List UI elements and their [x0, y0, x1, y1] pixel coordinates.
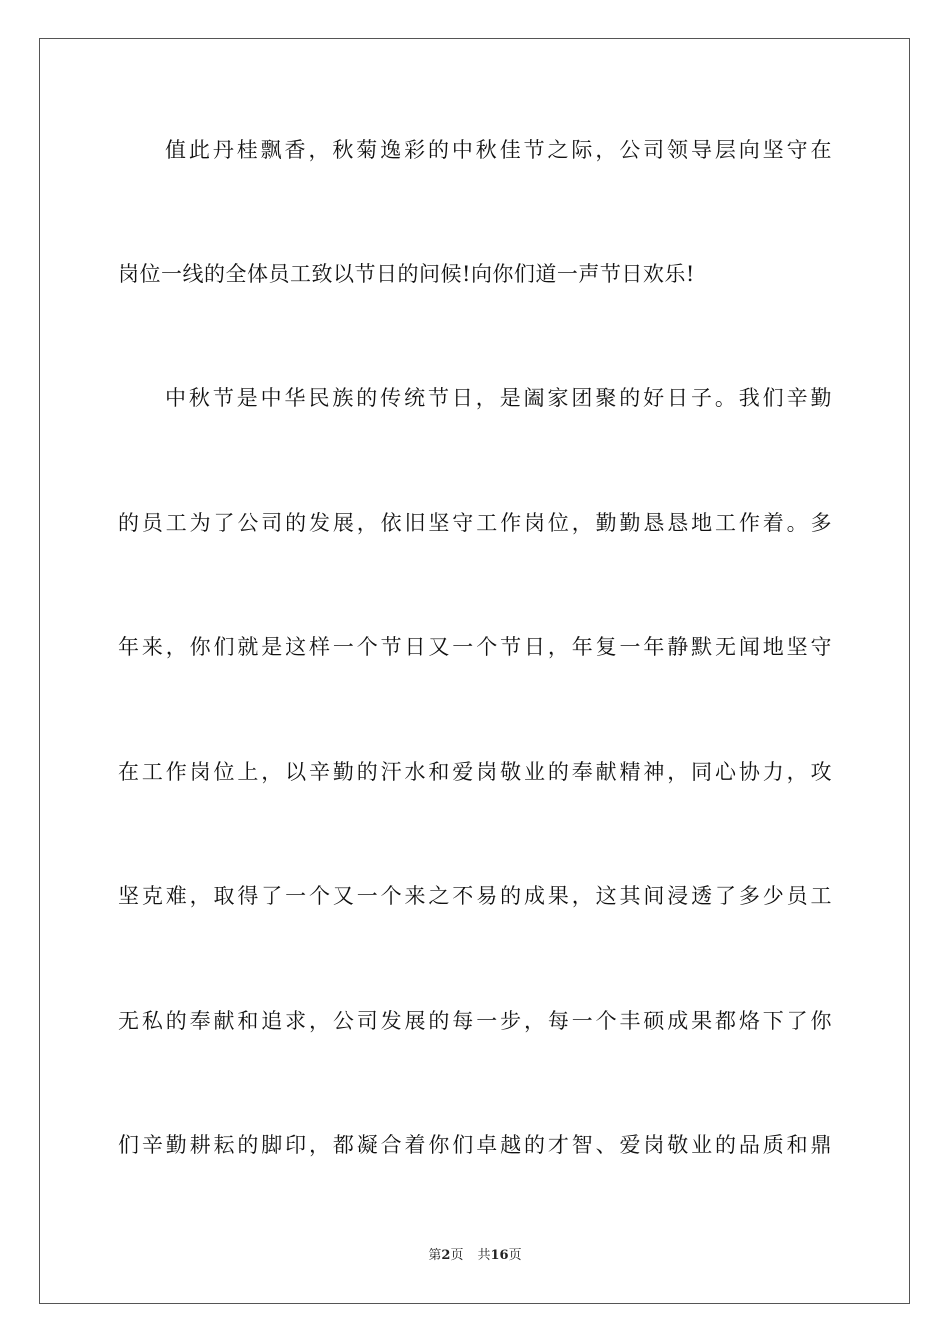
paragraph-1-line-1: 值此丹桂飘香，秋菊逸彩的中秋佳节之际，公司领导层向坚守在 [165, 138, 832, 162]
paragraph-2-line-1: 中秋节是中华民族的传统节日，是阖家团聚的好日子。我们辛勤 [165, 386, 832, 410]
paragraph-2-line-3: 年来，你们就是这样一个节日又一个节日，年复一年静默无闻地坚守 [118, 635, 832, 659]
paragraph-2-line-4: 在工作岗位上，以辛勤的汗水和爱岗敬业的奉献精神，同心协力，攻 [118, 760, 832, 784]
total-prefix: 共 [477, 1248, 491, 1263]
paragraph-2-line-2: 的员工为了公司的发展，依旧坚守工作岗位，勤勤恳恳地工作着。多 [118, 511, 832, 535]
total-suffix: 页 [508, 1248, 522, 1263]
page-number: 2 [441, 1248, 451, 1263]
paragraph-1-line-2: 岗位一线的全体员工致以节日的问候!向你们道一声节日欢乐! [118, 262, 695, 286]
paragraph-2-line-6: 无私的奉献和追求，公司发展的每一步，每一个丰硕成果都烙下了你 [118, 1009, 832, 1033]
paragraph-2-line-7: 们辛勤耕耘的脚印，都凝合着你们卓越的才智、爱岗敬业的品质和鼎 [118, 1133, 832, 1157]
page-footer [0, 1247, 950, 1265]
page-prefix: 第 [428, 1248, 442, 1263]
page-suffix: 页 [450, 1248, 464, 1263]
page-border [39, 38, 910, 1304]
total-pages: 16 [490, 1248, 509, 1263]
paragraph-2-line-5: 坚克难，取得了一个又一个来之不易的成果，这其间浸透了多少员工 [118, 884, 832, 908]
